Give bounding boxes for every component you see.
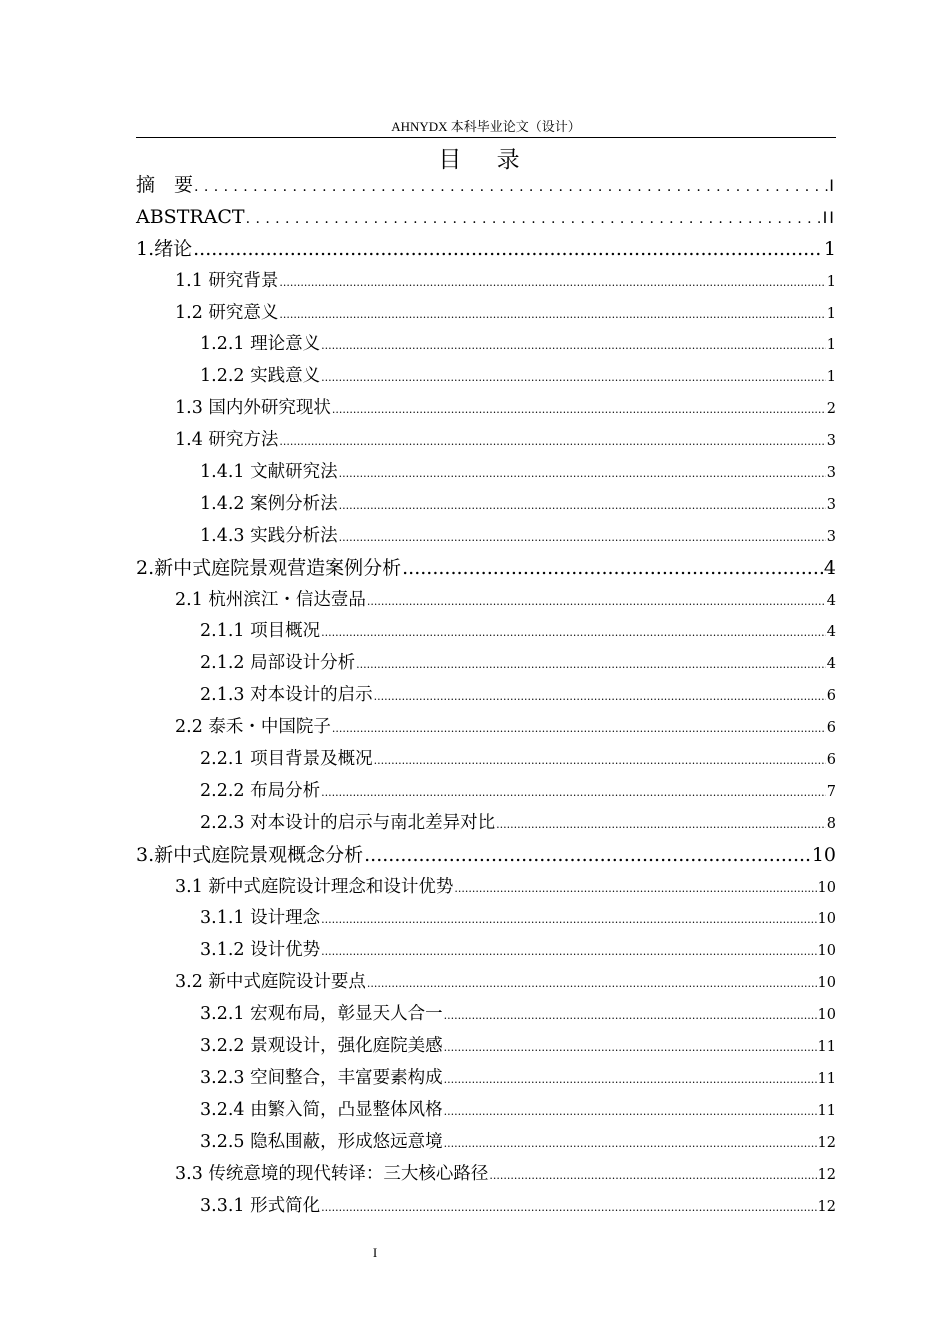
toc-entry-title: 摘 要 (136, 174, 194, 196)
toc-entry-title: 3.2.3 空间整合，丰富要素构成 (200, 1067, 443, 1088)
toc-entry-title: 1.绪论 (136, 237, 193, 260)
toc-entry-page: 4 (826, 592, 836, 609)
toc-entry[interactable] (136, 1191, 836, 1223)
toc-entry-page: 3 (826, 496, 836, 513)
toc-entry[interactable] (136, 266, 836, 298)
toc-dot-leader (279, 426, 825, 458)
toc-entry[interactable] (136, 1031, 836, 1063)
toc-entry[interactable] (136, 234, 836, 266)
toc-dot-leader (321, 936, 816, 968)
toc-entry-page: 6 (826, 720, 836, 737)
toc-dot-leader (339, 490, 826, 522)
toc-entry[interactable] (136, 202, 836, 234)
toc-entry-title: 2.2.2 布局分析 (200, 780, 321, 801)
toc-dot-leader (194, 172, 828, 204)
toc-entry-title: 2.1.2 局部设计分析 (200, 653, 356, 674)
toc-entry-title: 3.1.2 设计优势 (200, 940, 321, 961)
toc-entry[interactable] (136, 712, 836, 744)
toc-dot-leader (279, 267, 825, 299)
toc-entry-page: 1 (826, 273, 836, 290)
toc-entry[interactable] (136, 903, 836, 935)
toc-entry-page: 11 (817, 1039, 836, 1056)
toc-entry[interactable] (136, 393, 836, 425)
toc-dot-leader (402, 553, 823, 585)
toc-entry-title: 3.1 新中式庭院设计理念和设计优势 (175, 876, 454, 897)
toc-entry[interactable] (136, 489, 836, 521)
toc-entry-page: 1 (826, 337, 836, 354)
toc-entry-title: 1.2.2 实践意义 (200, 366, 321, 387)
toc-entry-page: 10 (817, 1007, 836, 1024)
toc-dot-leader (489, 1160, 816, 1192)
toc-entry-title: 2.1 杭州滨江・信达壹品 (175, 589, 366, 610)
toc-entry[interactable] (136, 808, 836, 840)
toc-entry-title: ABSTRACT (136, 205, 245, 228)
toc-entry[interactable] (136, 457, 836, 489)
toc-entry-title: 3.3.1 形式简化 (200, 1195, 321, 1216)
toc-dot-leader (367, 586, 826, 618)
toc-dot-leader (279, 299, 825, 331)
toc-dot-leader (444, 1096, 817, 1128)
toc-dot-leader (321, 330, 826, 362)
toc-entry-title: 3.3 传统意境的现代转译：三大核心路径 (175, 1163, 489, 1184)
toc-entry[interactable] (136, 425, 836, 457)
toc-entry-page: II (822, 207, 836, 227)
toc-entry-title: 2.新中式庭院景观营造案例分析 (136, 556, 402, 579)
toc-entry-page: 8 (826, 815, 836, 832)
toc-entry-page: 4 (826, 624, 836, 641)
toc-entry-page: 10 (817, 911, 836, 928)
toc-dot-leader (321, 617, 826, 649)
toc-entry-page: 6 (826, 752, 836, 769)
toc-entry-page: 4 (826, 656, 836, 673)
page-number: I (372, 1245, 378, 1260)
toc-entry-title: 2.2.1 项目背景及概况 (200, 749, 373, 770)
toc-entry-page: 6 (826, 688, 836, 705)
header-rule (136, 137, 836, 138)
toc-entry-title: 3.1.1 设计理念 (200, 908, 321, 929)
toc-entry-page: 1 (826, 369, 836, 386)
toc-dot-leader (246, 204, 822, 236)
toc-dot-leader (444, 1032, 817, 1064)
page-header: AHNYDX 本科毕业论文（设计） (391, 119, 581, 134)
toc-entry-title: 3.2.2 景观设计，强化庭院美感 (200, 1036, 443, 1057)
toc-entry-page: 10 (817, 975, 836, 992)
toc-dot-leader (374, 681, 826, 713)
toc-entry[interactable] (136, 521, 836, 553)
toc-entry[interactable] (136, 298, 836, 330)
toc-entry-page: 10 (811, 843, 836, 866)
toc-entry-page: 7 (826, 783, 836, 800)
toc-entry-page: 2 (826, 401, 836, 418)
toc-entry-title: 3.2.4 由繁入简，凸显整体风格 (200, 1099, 443, 1120)
toc-entry-title: 2.1.3 对本设计的启示 (200, 685, 373, 706)
toc-entry[interactable] (136, 840, 836, 872)
toc-entry[interactable] (136, 1159, 836, 1191)
toc-entry-page: I (829, 176, 836, 195)
toc-entry[interactable] (136, 1127, 836, 1159)
toc-entry-page: 12 (817, 1166, 836, 1183)
toc-entry-page: 4 (823, 556, 836, 579)
toc-entry-title: 2.2 泰禾・中国院子 (175, 717, 331, 738)
toc-entry[interactable] (136, 872, 836, 904)
toc-dot-leader (454, 873, 816, 905)
toc-entry-title: 1.4.2 案例分析法 (200, 493, 338, 514)
toc-entry[interactable] (136, 776, 836, 808)
toc-entry-title: 3.2.1 宏观布局，彰显天人合一 (200, 1004, 443, 1025)
toc-entry-page: 11 (817, 1070, 836, 1087)
toc-entry-title: 1.2 研究意义 (175, 302, 279, 323)
toc-entry[interactable] (136, 329, 836, 361)
toc-entry-title: 3.2.5 隐私围蔽，形成悠远意境 (200, 1131, 443, 1152)
toc-entry[interactable] (136, 585, 836, 617)
toc-dot-leader (339, 522, 826, 554)
toc-entry-page: 12 (817, 1198, 836, 1215)
toc-entry-page: 3 (826, 528, 836, 545)
toc-dot-leader (321, 904, 816, 936)
toc-dot-leader (444, 1000, 817, 1032)
toc-dot-leader (193, 234, 823, 266)
toc-entry-title: 1.4.3 实践分析法 (200, 525, 338, 546)
toc-dot-leader (374, 745, 826, 777)
toc-entry-page: 1 (826, 305, 836, 322)
toc-entry[interactable] (136, 553, 836, 585)
toc-entry-title: 2.1.1 项目概况 (200, 621, 321, 642)
toc-dot-leader (444, 1128, 817, 1160)
toc-dot-leader (356, 649, 826, 681)
toc-entry-page: 11 (817, 1102, 836, 1119)
toc-entry-title: 3.2 新中式庭院设计要点 (175, 972, 366, 993)
toc-entry[interactable] (136, 361, 836, 393)
toc-entry-title: 1.3 国内外研究现状 (175, 398, 331, 419)
toc-dot-leader (321, 362, 826, 394)
toc-entry[interactable] (136, 1063, 836, 1095)
toc-entry-page: 3 (826, 465, 836, 482)
toc-dot-leader (332, 713, 826, 745)
toc-entry-title: 2.2.3 对本设计的启示与南北差异对比 (200, 812, 496, 833)
toc-entry-title: 1.1 研究背景 (175, 270, 279, 291)
toc-entry[interactable] (136, 170, 836, 202)
toc-entry[interactable] (136, 680, 836, 712)
toc-entry-page: 1 (823, 237, 836, 260)
toc-dot-leader (496, 809, 826, 841)
toc-entry[interactable] (136, 999, 836, 1031)
table-of-contents (136, 170, 836, 1222)
toc-dot-leader (321, 777, 826, 809)
toc-entry[interactable] (136, 744, 836, 776)
toc-entry-page: 10 (817, 943, 836, 960)
toc-dot-leader (321, 1192, 816, 1224)
toc-entry[interactable] (136, 967, 836, 999)
toc-entry-title: 1.4.1 文献研究法 (200, 462, 338, 483)
toc-entry-page: 3 (826, 433, 836, 450)
toc-entry-title: 3.新中式庭院景观概念分析 (136, 843, 364, 866)
toc-dot-leader (364, 840, 811, 872)
toc-entry[interactable] (136, 648, 836, 680)
toc-title: 目 录 (438, 147, 534, 173)
toc-entry[interactable] (136, 935, 836, 967)
toc-entry[interactable] (136, 1095, 836, 1127)
toc-entry-title: 1.4 研究方法 (175, 430, 279, 451)
toc-dot-leader (332, 394, 826, 426)
toc-entry[interactable] (136, 616, 836, 648)
toc-dot-leader (339, 458, 826, 490)
toc-entry-page: 12 (817, 1134, 836, 1151)
toc-dot-leader (367, 968, 817, 1000)
toc-entry-page: 10 (817, 879, 836, 896)
toc-dot-leader (444, 1064, 817, 1096)
toc-entry-title: 1.2.1 理论意义 (200, 334, 321, 355)
